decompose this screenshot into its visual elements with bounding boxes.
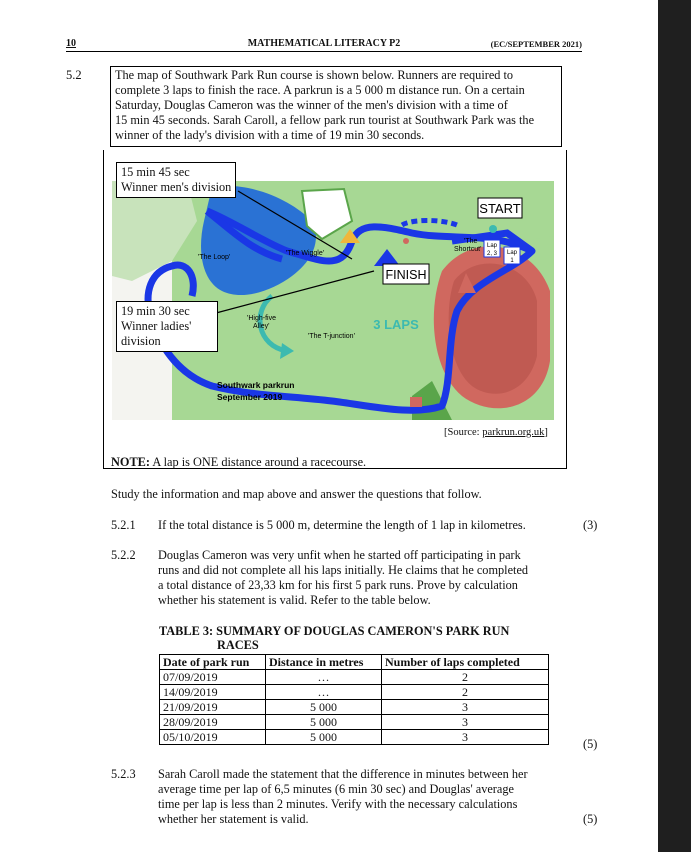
intro-line: Saturday, Douglas Cameron was the winner of the men's division with a time of bbox=[115, 98, 508, 112]
park-date: September 2019 bbox=[217, 392, 283, 402]
source-suffix: ] bbox=[544, 427, 548, 438]
table-title bbox=[159, 624, 509, 652]
q523-text bbox=[158, 767, 568, 827]
q523-line: average time per lap of 6,5 minutes (6 min 30 sec) and Douglas' average bbox=[158, 782, 514, 796]
q523-marks: (5) bbox=[583, 812, 598, 826]
q522-marks: (5) bbox=[583, 737, 598, 751]
table-row bbox=[160, 685, 549, 700]
high-five-label-2: Alley' bbox=[253, 323, 270, 330]
q522-number: 5.2.2 bbox=[111, 548, 136, 562]
question-intro-box bbox=[110, 66, 562, 147]
cell-laps: 2 bbox=[382, 685, 549, 700]
col-header-date: Date of park run bbox=[160, 655, 266, 670]
q522-text bbox=[158, 548, 568, 608]
q523-line: whether her statement is valid. bbox=[158, 812, 309, 826]
col-header-distance: Distance in metres bbox=[266, 655, 382, 670]
the-wiggle-label: 'The Wiggle' bbox=[286, 250, 325, 257]
cell-laps: 3 bbox=[382, 730, 549, 745]
park-run-table bbox=[159, 654, 549, 745]
shortcut-label-2: Shortcut' bbox=[454, 246, 482, 253]
intro-line: complete 3 laps to finish the race. A parkrun is a 5 000 m distance run. On a certain bbox=[115, 83, 525, 97]
intro-line: winner of the lady's division with a time of 19 min 30 seconds. bbox=[115, 128, 425, 142]
q522-line: a total distance of 23,33 km for his first 5 park runs. Prove by calculation bbox=[158, 578, 518, 592]
page-number: 10 bbox=[66, 38, 76, 49]
cell-date: 07/09/2019 bbox=[160, 670, 266, 685]
cell-laps: 3 bbox=[382, 715, 549, 730]
callout-men-label: Winner men's division bbox=[121, 180, 232, 194]
q521-text: If the total distance is 5 000 m, determine the length of 1 lap in kilometres. bbox=[158, 518, 526, 532]
lap-badge-a-num: 2, 3 bbox=[486, 251, 498, 257]
note-label: NOTE: bbox=[111, 455, 150, 469]
q523-line: time per lap is less than 2 minutes. Verify with the necessary calculations bbox=[158, 797, 518, 811]
t-junction-label: 'The T-junction' bbox=[308, 333, 355, 340]
study-instruction: Study the information and map above and answer the questions that follow. bbox=[111, 487, 482, 501]
page-header bbox=[66, 37, 582, 52]
intro-line: 15 min 45 seconds. Sarah Caroll, a fellow park run tourist at Southwark Park was the bbox=[115, 113, 535, 127]
callout-ladies-label-2: division bbox=[121, 334, 161, 348]
table-header-row bbox=[160, 655, 549, 670]
cell-distance: … bbox=[266, 670, 382, 685]
park-name: Southwark parkrun bbox=[217, 380, 295, 390]
paper-title: MATHEMATICAL LITERACY P2 bbox=[247, 38, 401, 49]
viewer-background bbox=[658, 0, 691, 852]
lap-badge-a: Lap bbox=[486, 243, 498, 249]
question-number: 5.2 bbox=[66, 68, 82, 82]
table-row bbox=[160, 730, 549, 745]
q521-marks: (3) bbox=[583, 518, 598, 532]
shortcut-label: 'The bbox=[464, 238, 478, 245]
cell-date: 14/09/2019 bbox=[160, 685, 266, 700]
cell-distance: 5 000 bbox=[266, 730, 382, 745]
table-title-line-2: RACES bbox=[217, 638, 259, 652]
the-loop-label: 'The Loop' bbox=[198, 254, 231, 261]
cell-date: 21/09/2019 bbox=[160, 700, 266, 715]
lap-badge-b-num: 1 bbox=[510, 258, 514, 264]
cell-distance: 5 000 bbox=[266, 700, 382, 715]
cell-laps: 3 bbox=[382, 700, 549, 715]
lap-badge-b: Lap bbox=[506, 250, 518, 256]
cell-date: 05/10/2019 bbox=[160, 730, 266, 745]
cell-distance: … bbox=[266, 685, 382, 700]
col-header-laps: Number of laps completed bbox=[382, 655, 549, 670]
callout-ladies-winner bbox=[116, 301, 218, 352]
start-label: START bbox=[479, 201, 521, 216]
callout-men-winner bbox=[116, 162, 236, 198]
q523-line: Sarah Caroll made the statement that the difference in minutes between her bbox=[158, 767, 528, 781]
intro-line: The map of Southwark Park Run course is shown below. Runners are required to bbox=[115, 68, 514, 82]
map-source bbox=[444, 427, 548, 438]
table-row bbox=[160, 700, 549, 715]
table-title-line: TABLE 3: SUMMARY OF DOUGLAS CAMERON'S PARK RUN bbox=[159, 624, 510, 638]
q522-line: runs and did not complete all his laps initially. He claims that he completed bbox=[158, 563, 529, 577]
table-row bbox=[160, 715, 549, 730]
exam-session: (EC/SEPTEMBER 2021) bbox=[490, 39, 582, 49]
q522-line: whether his statement is valid. Refer to the table below. bbox=[158, 593, 431, 607]
callout-ladies-label: Winner ladies' bbox=[121, 319, 192, 333]
callout-ladies-time: 19 min 30 sec bbox=[121, 304, 190, 318]
table-row bbox=[160, 670, 549, 685]
cell-distance: 5 000 bbox=[266, 715, 382, 730]
q521-number: 5.2.1 bbox=[111, 518, 136, 532]
high-five-label: 'High-five bbox=[247, 315, 276, 322]
q523-number: 5.2.3 bbox=[111, 767, 136, 781]
callout-men-time: 15 min 45 sec bbox=[121, 165, 190, 179]
note bbox=[111, 455, 366, 470]
source-prefix: [Source: bbox=[444, 427, 483, 438]
q522-line: Douglas Cameron was very unfit when he started off participating in park bbox=[158, 548, 521, 562]
laps-label: 3 LAPS bbox=[373, 317, 419, 332]
cell-laps: 2 bbox=[382, 670, 549, 685]
note-text: A lap is ONE distance around a racecourse. bbox=[149, 455, 367, 469]
cell-date: 28/09/2019 bbox=[160, 715, 266, 730]
finish-label: FINISH bbox=[385, 268, 427, 282]
source-link[interactable]: parkrun.org.uk bbox=[482, 427, 545, 438]
